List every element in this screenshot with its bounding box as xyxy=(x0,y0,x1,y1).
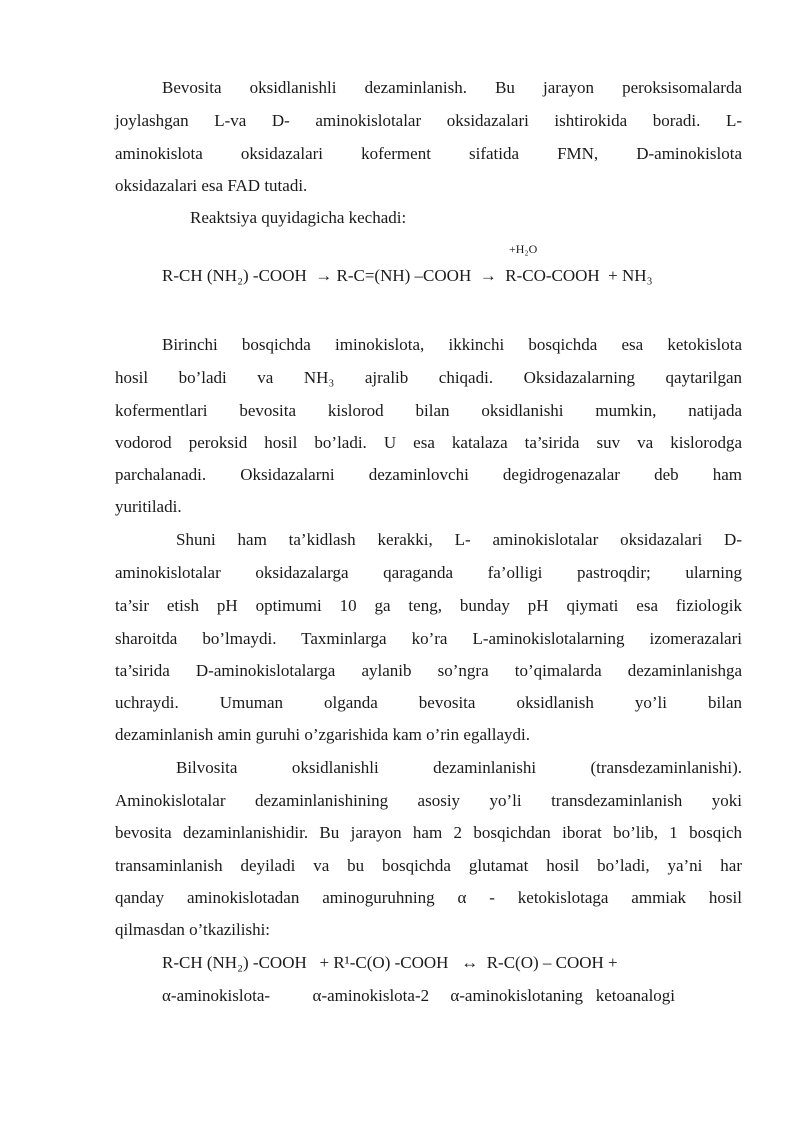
paragraph-line: transaminlanish deyiladi va bu bosqichda glutamat hosil bo’ladi, ya’ni har xyxy=(115,856,742,875)
intermediate: R-C=(NH) –COOH xyxy=(336,266,472,285)
paragraph-line: qilmasdan o’tkazilishi: xyxy=(115,920,271,939)
paragraph-line: ta’sirida D-aminokislotalarga aylanib so’ngra to’qimalarda dezaminlanishga xyxy=(115,661,742,680)
paragraph-line: dezaminlanish amin guruhi o’zgarishida kam o’rin egallaydi. xyxy=(115,725,530,744)
arrow-icon: → xyxy=(315,266,333,285)
paragraph-line: hosil bo’ladi va NH₃ ajralib chiqadi. Oksidazalarning qaytarilgan xyxy=(115,368,742,387)
reaction-equation-1 xyxy=(162,265,653,287)
paragraph-line: Reaktsiya quyidagicha kechadi: xyxy=(190,208,407,227)
paragraph-line: aminokislota oksidazalari koferment sifatida FMN, D-aminokislota xyxy=(115,144,742,163)
paragraph-line: oksidazalari esa FAD tutadi. xyxy=(115,176,308,195)
paragraph-line: Bilvosita oksidlanishli dezaminlanishi (transdezaminlanishi). xyxy=(176,758,742,777)
paragraph-line: qanday aminokislotadan aminoguruhning α - ketokislotaga ammiak hosil xyxy=(115,888,742,907)
paragraph-line: Shuni ham ta’kidlash kerakki, L- aminokislotalar oksidazalari D- xyxy=(176,530,742,549)
arrow-icon: → xyxy=(479,266,497,285)
reaction-labels: α-aminokislota- α-aminokislota-2 α-aminokislotaning ketoanalogi xyxy=(162,986,676,1005)
paragraph-line: Aminokislotalar dezaminlanishining asosiy yo’li transdezaminlanish yoki xyxy=(115,791,742,810)
paragraph-line: parchalanadi. Oksidazalarni dezaminlovchi degidrogenazalar deb ham xyxy=(115,465,742,484)
paragraph-line: bevosita dezaminlanishidir. Bu jarayon ham 2 bosqichdan iborat bo’lib, 1 bosqich xyxy=(115,823,742,842)
paragraph-line: yuritiladi. xyxy=(115,497,182,516)
paragraph-line: Birinchi bosqichda iminokislota, ikkinchi bosqichda esa ketokislota xyxy=(162,335,742,354)
reactant: R-CH (NH₂) -COOH xyxy=(162,266,307,285)
paragraph-line: vodorod peroksid hosil bo’ladi. U esa katalaza ta’sirida suv va kislorodga xyxy=(115,433,742,452)
paragraph-line: Bevosita oksidlanishli dezaminlanish. Bu jarayon peroksisomalarda xyxy=(162,78,742,97)
paragraph-line: uchraydi. Umuman olganda bevosita oksidlanish yo’li bilan xyxy=(115,693,742,712)
reaction-equation-2: R-CH (NH₂) -COOH + R¹-C(O) -COOH ↔ R-C(O) – COOH + xyxy=(162,953,618,972)
paragraph-line: aminokislotalar oksidazalarga qaraganda fa’olligi pastroqdir; ularning xyxy=(115,563,742,582)
reaction-condition: +H₂O xyxy=(509,242,538,256)
paragraph-line: kofermentlari bevosita kislorod bilan oksidlanishi mumkin, natijada xyxy=(115,401,742,420)
product: R-CO-COOH + NH₃ xyxy=(505,266,653,285)
paragraph-line: ta’sir etish pH optimumi 10 ga teng, bunday pH qiymati esa fiziologik xyxy=(115,596,742,615)
paragraph-line: sharoitda bo’lmaydi. Taxminlarga ko’ra L-aminokislotalarning izomerazalari xyxy=(115,629,742,648)
paragraph-line: joylashgan L-va D- aminokislotalar oksidazalari ishtirokida boradi. L- xyxy=(115,111,742,130)
